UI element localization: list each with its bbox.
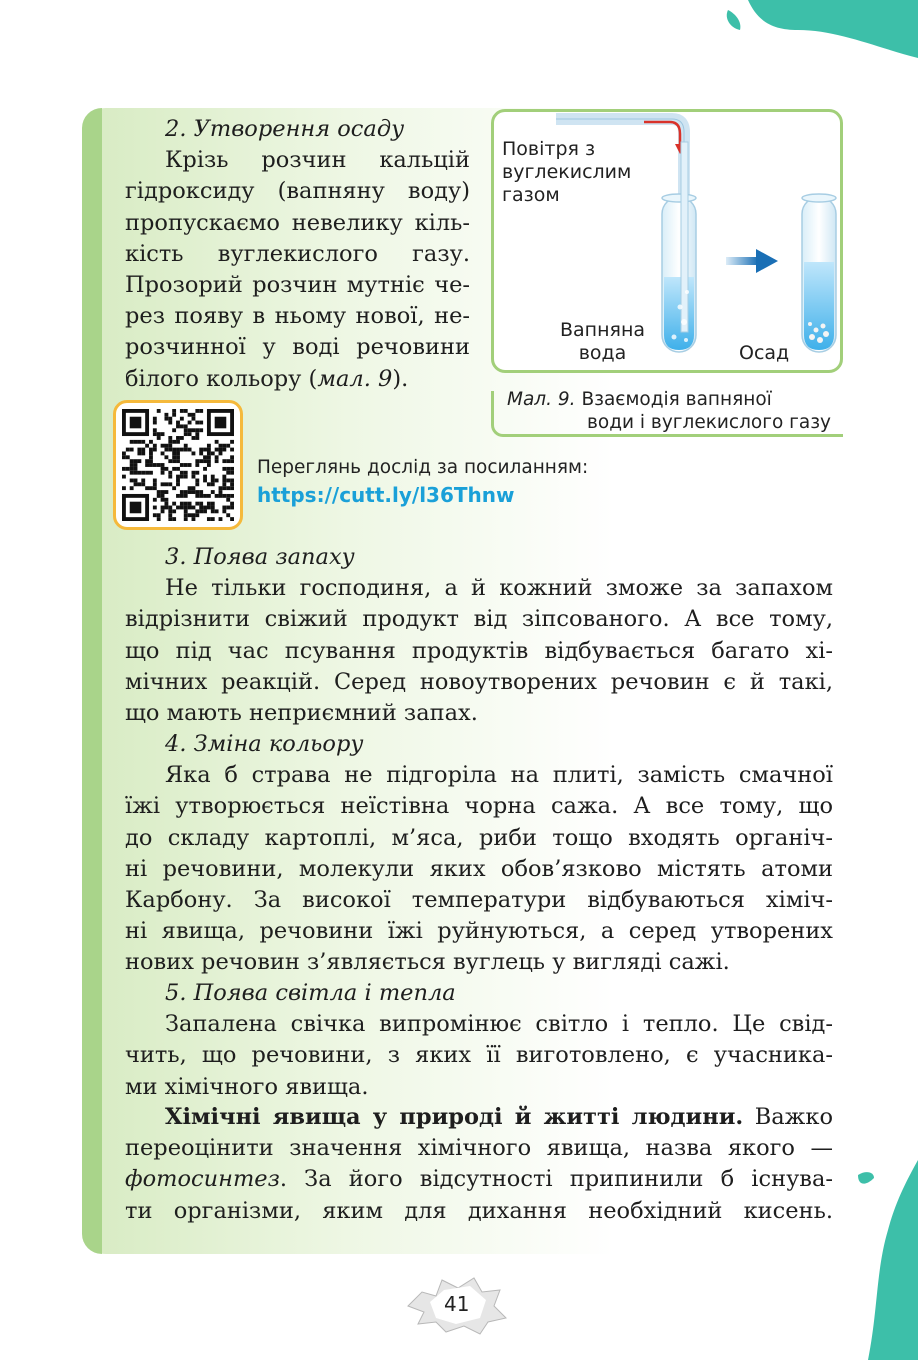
term-photosynthesis: фотосинтез xyxy=(125,1166,280,1193)
section-4 xyxy=(125,729,833,979)
section-2-line: рез появу в ньому нової, не- xyxy=(125,303,470,330)
section-4-line: їжі утворюється неїстівна чорна сажа. А все тому, що xyxy=(125,793,833,820)
section-4-heading: 4. Зміна кольору xyxy=(165,731,364,757)
figure-caption: Мал. 9. Взаємодія вапняної води і вуглекислого газу xyxy=(507,389,831,433)
section-5 xyxy=(125,978,833,1103)
section-4-line: ні явища, речовини їжі руйнуються, а серед утворених xyxy=(125,918,833,945)
section-3-line: що під час псування продуктів відбувається багато хі- xyxy=(125,637,833,664)
section-3-line: що мають неприємний запах. xyxy=(125,700,478,727)
section-5-line: чить, що речовини, з яких її виготовлено, є учасника- xyxy=(125,1042,833,1069)
section-2-heading: 2. Утворення осаду xyxy=(165,116,405,142)
section-2-line: Крізь розчин кальцій xyxy=(165,147,470,174)
section-2-line-last: білого кольору (мал. 9). xyxy=(125,365,409,392)
section-3-line: відрізнити свіжий продукт від зіпсованого. А все тому, xyxy=(125,606,833,633)
section-3-line: Не тільки господиня, а й кожний зможе за запахом xyxy=(165,575,833,602)
label-sediment: Осад xyxy=(739,342,790,364)
section-2-line: Прозорий розчин мутніє че- xyxy=(125,272,470,299)
qr-code-frame[interactable] xyxy=(113,400,243,530)
page-number: 41 xyxy=(444,1292,470,1316)
section-4-line: ні речовини, молекули яких обов’язково містять атоми xyxy=(125,855,833,882)
section-4-line: Карбону. За високої температури відбуваються хіміч- xyxy=(125,887,833,914)
nature-line: Хімічні явища у природі й житті людини. Важко xyxy=(165,1104,833,1130)
nature-line: фотосинтез. За його відсутності припинили б існува- xyxy=(125,1166,833,1193)
nature-paragraph xyxy=(125,1102,833,1227)
section-4-line: до складу картоплі, м’яса, риби тощо входять органіч- xyxy=(125,824,833,851)
section-2 xyxy=(125,114,470,395)
nature-heading: Хімічні явища у природі й житті людини. xyxy=(165,1104,744,1130)
section-2-line: розчинної у воді речовини xyxy=(125,334,470,361)
corner-decoration-right xyxy=(848,1160,918,1360)
figure-reference[interactable]: мал. 9 xyxy=(317,365,393,392)
section-5-line: ми хімічного явища. xyxy=(125,1073,369,1100)
section-5-heading: 5. Поява світла і тепла xyxy=(165,980,456,1006)
section-2-line: пропускаємо невелику кіль- xyxy=(125,209,470,236)
section-5-line: Запалена свічка випромінює світло і тепло. Це свід- xyxy=(165,1011,833,1038)
nature-line: ти організми, яким для дихання необхідний кисень. xyxy=(125,1197,833,1224)
label-gas: Повітря з вуглекислим газом xyxy=(502,138,632,206)
panel-accent-bar xyxy=(82,108,102,1254)
section-3-line: мічних реакцій. Серед новоутворених речовин є й такі, xyxy=(125,668,833,695)
label-lime-water: Вапняна вода xyxy=(560,319,646,364)
section-3 xyxy=(125,542,833,729)
section-4-line: Яка б страва не підгоріла на плиті, замість смачної xyxy=(165,762,833,789)
section-2-line: кість вуглекислого газу. xyxy=(125,240,470,267)
corner-decoration-top xyxy=(658,0,918,60)
video-link[interactable]: https://cutt.ly/l36Thnw xyxy=(257,483,515,507)
section-4-line: нових речовин з’являється вуглець у вигляді сажі. xyxy=(125,949,730,976)
qr-hint: Переглянь дослід за посиланням: xyxy=(257,457,589,478)
qr-code-icon xyxy=(122,409,234,521)
section-3-heading: 3. Поява запаху xyxy=(165,544,355,570)
figure-9 xyxy=(491,109,843,373)
nature-line: переоцінити значення хімічного явища, назва якого — xyxy=(125,1135,833,1162)
section-2-line: гідроксиду (вапняну воду) xyxy=(125,178,470,205)
